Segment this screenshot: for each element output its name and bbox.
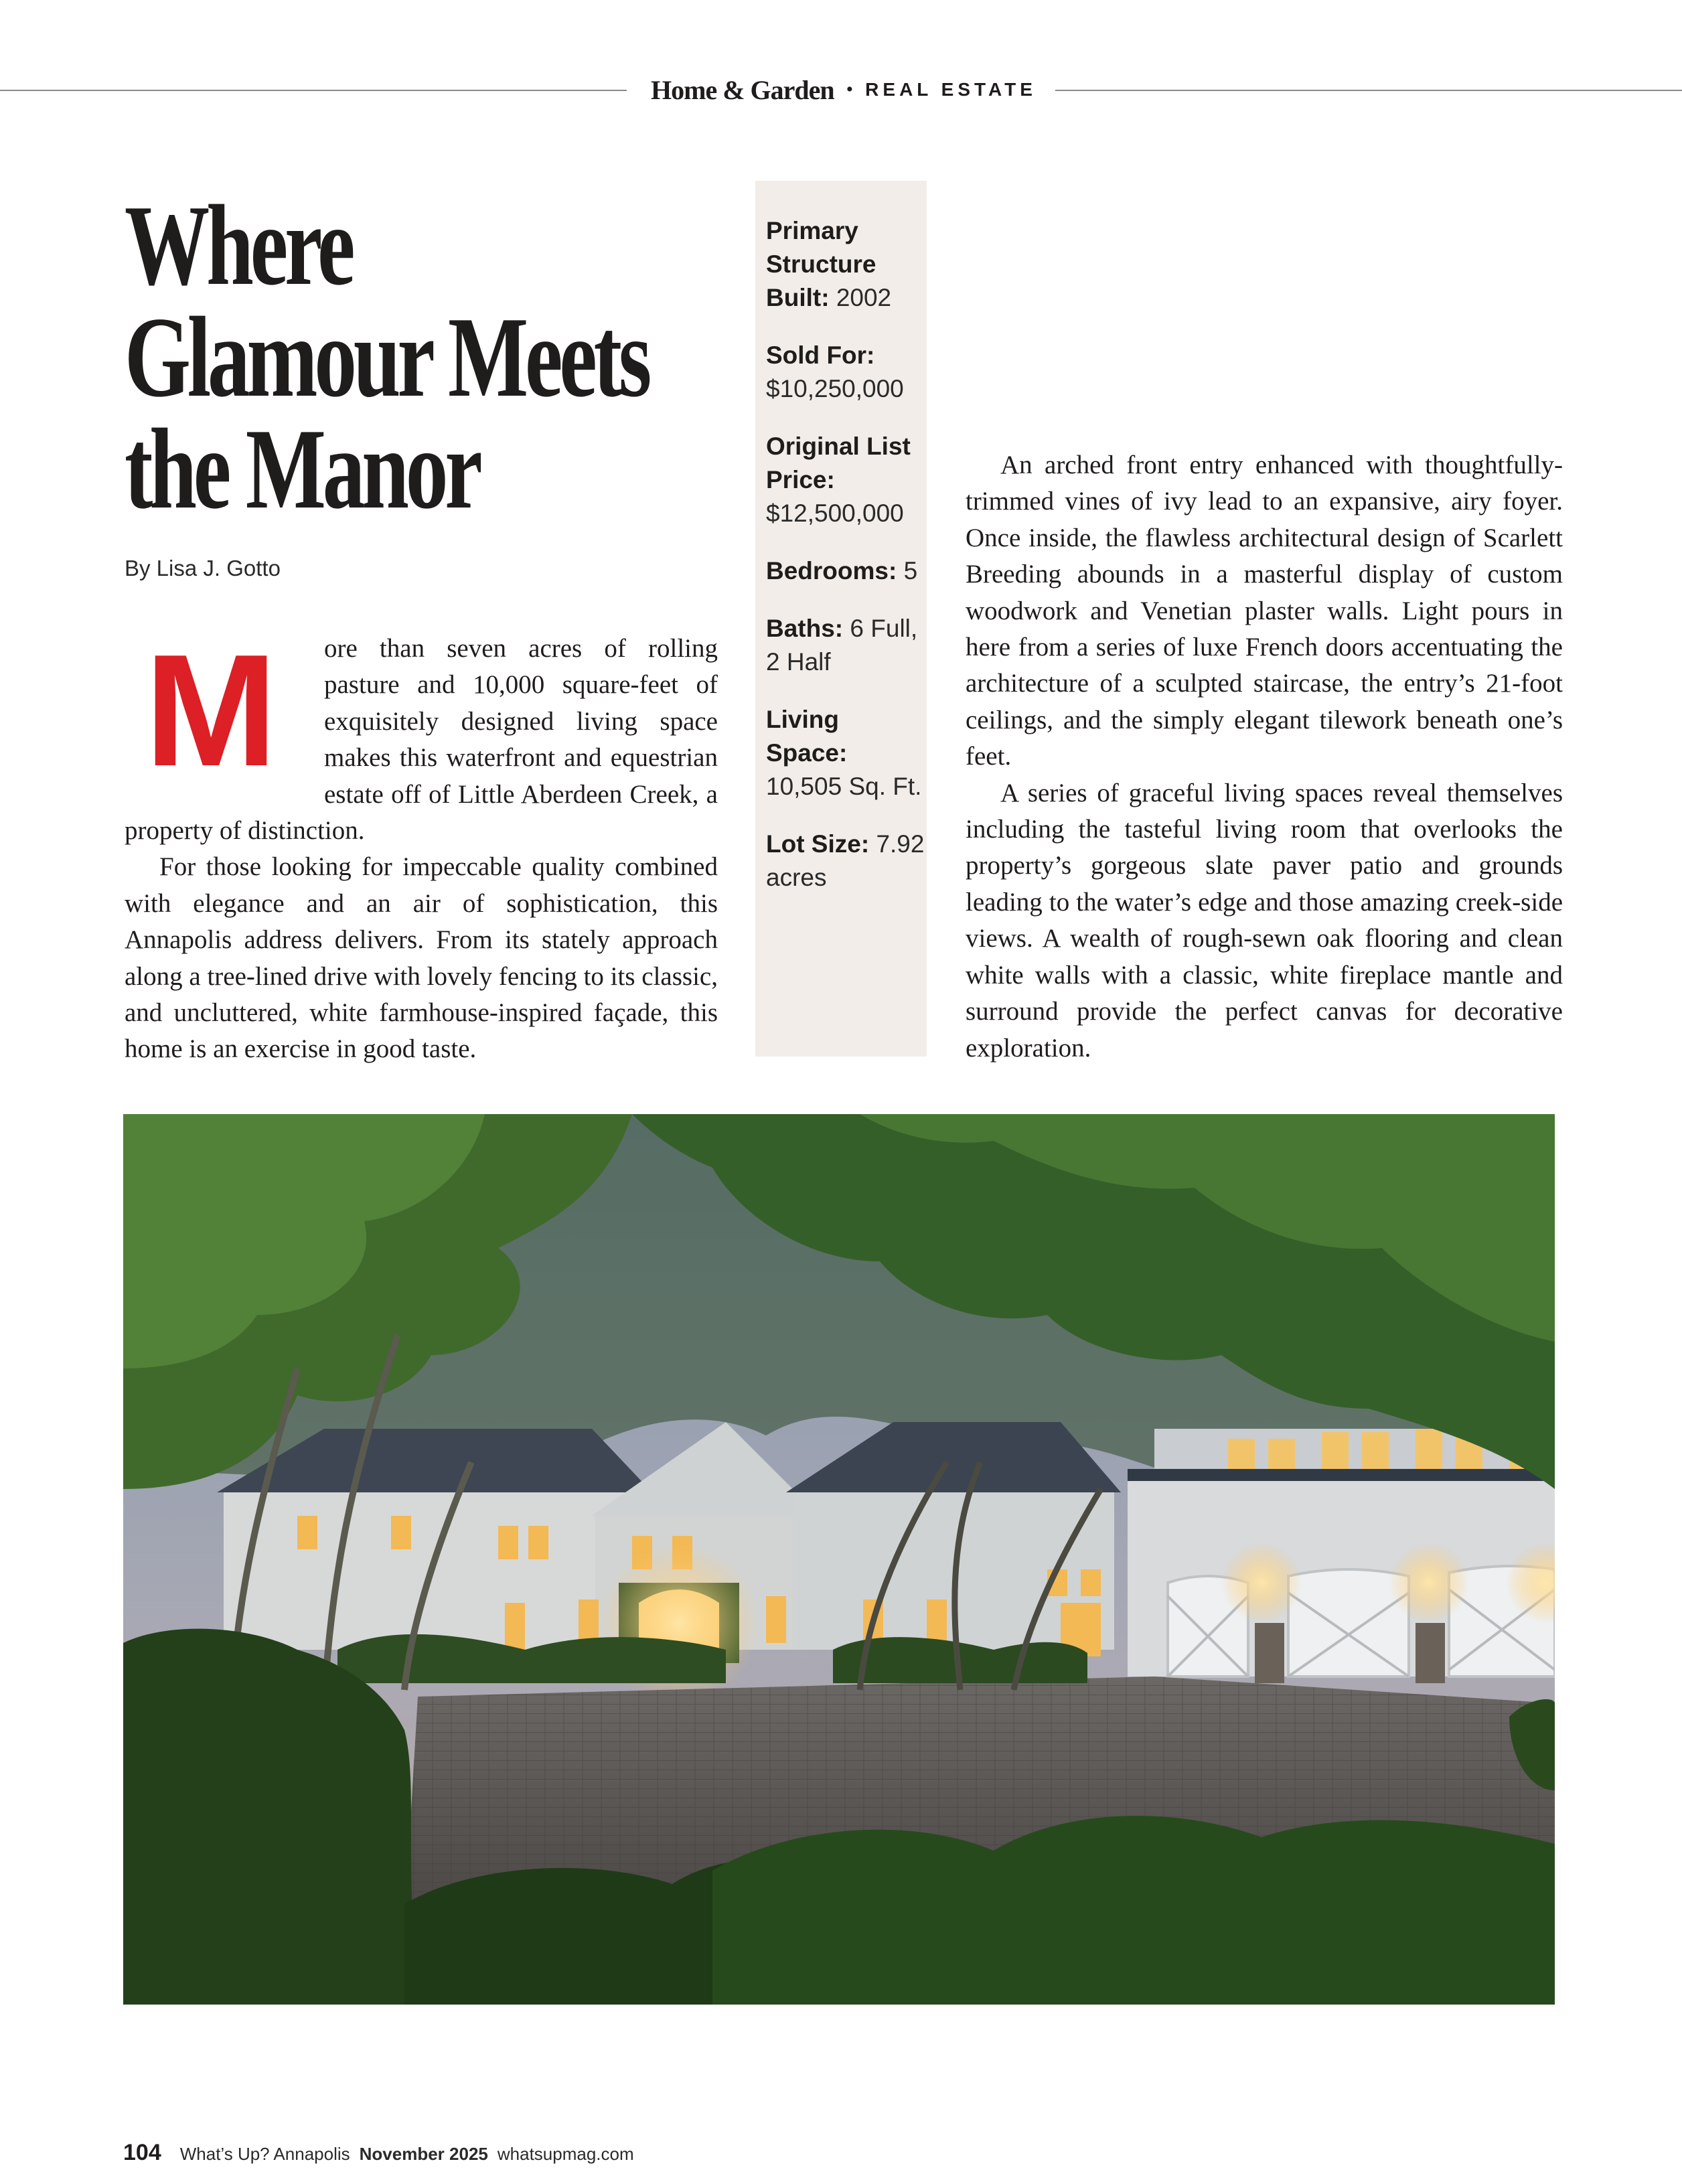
fact-label: Bedrooms:	[766, 557, 897, 584]
fact-value: 5	[903, 557, 918, 584]
fact-baths	[766, 612, 927, 679]
paragraph-3: An arched front entry enhanced with thoughtfully-trimmed vines of ivy lead to an expansive, airy foyer. Once inside, the flawless architectural design of Scarlett Breeding abounds in a masterful display of custom woodwork and Venetian plaster walls. Light pours in here from a series of luxe French doors accentuating the architecture of a sculpted staircase, the entry’s 21-foot ceilings, and the simply elegant tilework beneath one’s feet.	[966, 451, 1563, 771]
section-name: Home & Garden	[651, 74, 834, 105]
fact-label: Baths:	[766, 615, 844, 642]
title-line-3: the Manor	[125, 406, 479, 533]
fact-label: Living Space:	[766, 706, 848, 767]
property-facts-sidebar	[755, 181, 927, 1057]
article-body-right	[966, 447, 1563, 1067]
fact-value: 7.92 acres	[766, 830, 925, 891]
page-number: 104	[123, 2140, 161, 2165]
fact-value: 2002	[836, 284, 892, 311]
section-header	[643, 70, 1045, 110]
title-line-1: Where	[125, 182, 352, 309]
header-rule-left	[0, 90, 627, 91]
paragraph-4: A series of graceful living spaces reveal themselves including the tasteful living room that overlooks the property’s gorgeous slate paver patio and grounds leading to the water’s edge and those amazing creek-side views. A wealth of rough-sewn oak flooring and clean white walls with a classic, white fireplace mantle and surround provide the perfect canvas for decorative exploration.	[966, 778, 1563, 1063]
fact-year-built	[766, 214, 927, 315]
fact-original-list-price	[766, 430, 927, 530]
section-label: REAL ESTATE	[865, 79, 1037, 100]
fact-value: $12,500,000	[766, 499, 904, 527]
fact-sold-for	[766, 339, 927, 406]
estate-photo	[123, 1114, 1555, 2005]
header-separator: •	[846, 78, 854, 100]
publication-name: What’s Up? Annapolis	[179, 2144, 350, 2164]
fact-lot-size	[766, 828, 927, 894]
article-title	[125, 182, 754, 533]
byline: By Lisa J. Gotto	[125, 556, 281, 580]
fact-label: Lot Size:	[766, 830, 870, 858]
fact-label: Original List Price:	[766, 433, 911, 493]
fact-value: 6 Full, 2 Half	[766, 615, 918, 676]
fact-label: Sold For:	[766, 341, 875, 369]
paragraph-2: For those looking for impeccable quality combined with elegance and an air of sophistication, this Annapolis address delivers. From its stately approach along a tree-lined drive with lovely fencing to its classic, and uncluttered, white farmhouse-inspired façade, this home is an exercise in good taste.	[125, 852, 718, 1064]
drop-cap: M	[144, 622, 278, 799]
title-line-2: Glamour Meets	[125, 294, 649, 421]
fact-living-space	[766, 703, 927, 803]
issue-date: November 2025	[359, 2144, 488, 2164]
page-footer	[123, 2140, 634, 2169]
paragraph-1-text: ore than seven acres of rolling pasture and 10,000 square-feet of exquisitely designed living space makes this waterfront and equestrian estate off of Little Aberdeen Creek, a property of distinction.	[125, 634, 718, 846]
fact-label: Primary Structure Built:	[766, 217, 876, 311]
fact-value: $10,250,000	[766, 375, 904, 402]
fact-value: 10,505 Sq. Ft.	[766, 773, 922, 800]
website-url: whatsupmag.com	[497, 2144, 634, 2164]
article-body-left	[125, 622, 718, 1068]
estate-photo-illustration	[123, 1114, 1555, 2005]
fact-bedrooms	[766, 554, 927, 588]
header-rule-right	[1055, 90, 1682, 91]
paragraph-1	[125, 622, 718, 849]
